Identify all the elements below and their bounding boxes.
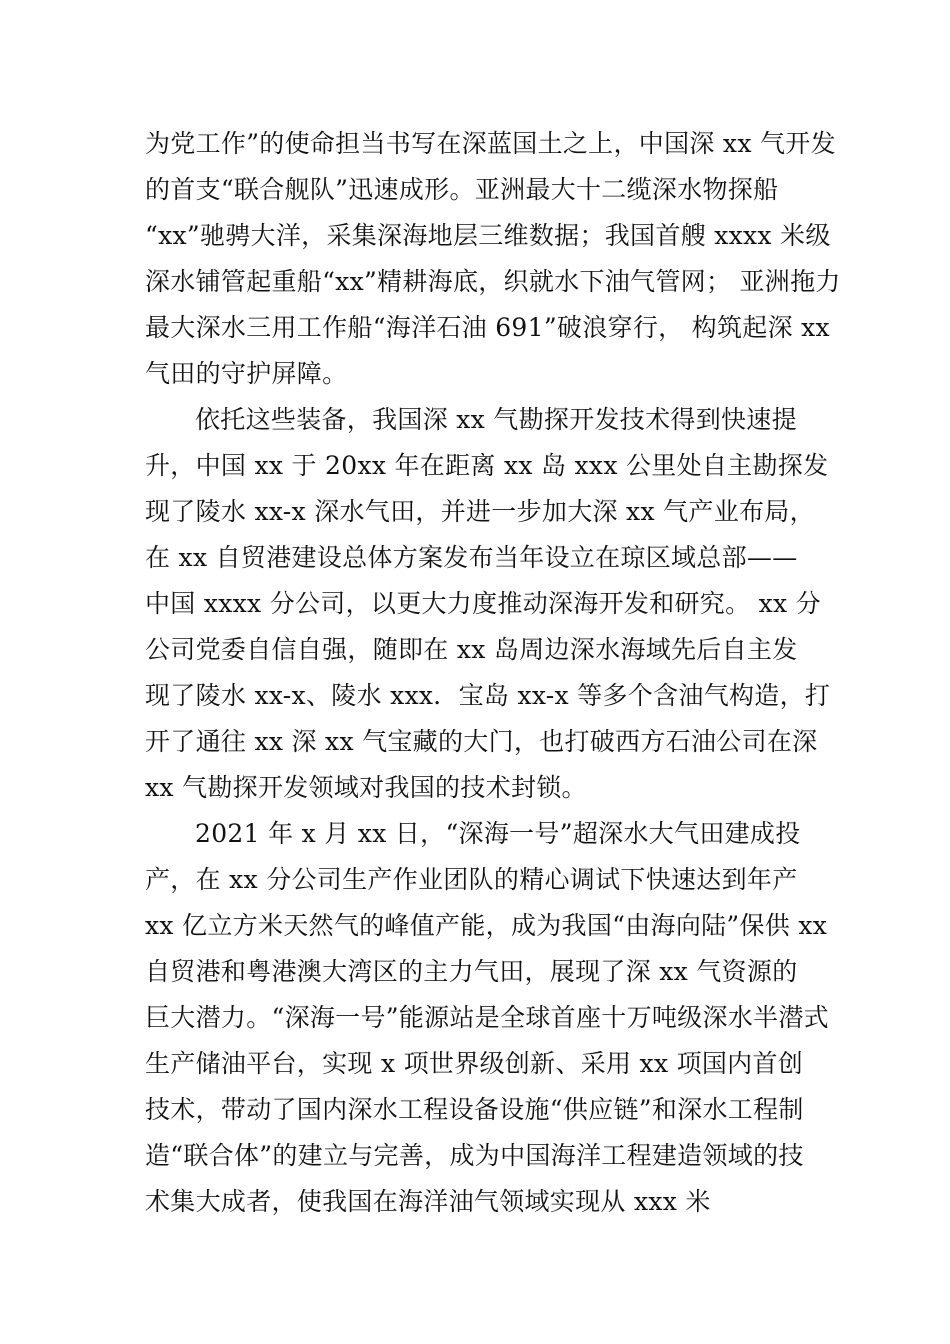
text-line: 术集大成者，使我国在海洋油气领域实现从 xxx 米 <box>145 1187 711 1216</box>
text-line: 升，中国 xx 于 20xx 年在距离 xx 岛 xxx 公里处自主勘探发 <box>145 451 829 480</box>
text-line: 为党工作”的使命担当书写在深蓝国土之上，中国深 xx 气开发 <box>145 129 836 158</box>
text-line: 现了陵水 xx-x、陵水 xxx．宝岛 xx-x 等多个含油气构造，打 <box>145 681 831 710</box>
text-line: 公司党委自信自强，随即在 xx 岛周边深水海域先后自主发 <box>145 635 798 664</box>
text-line: xx 气勘探开发领域对我国的技术封锁。 <box>145 773 587 802</box>
text-line: 生产储油平台，实现 x 项世界级创新、采用 xx 项国内首创 <box>145 1049 804 1078</box>
text-line: 技术，带动了国内深水工程设备设施“供应链”和深水工程制 <box>145 1095 804 1124</box>
text-line: 现了陵水 xx-x 深水气田，并进一步加大深 xx 气产业布局， <box>145 497 815 526</box>
text-line: 的首支“联合舰队”迅速成形。亚洲最大十二缆深水物探船 <box>145 175 779 204</box>
text-line: 深水铺管起重船“xx”精耕海底，织就水下油气管网； 亚洲拖力 <box>145 267 841 296</box>
text-line: 产，在 xx 分公司生产作业团队的精心调试下快速达到年产 <box>145 865 798 894</box>
text-line: 自贸港和粤港澳大湾区的主力气田，展现了深 xx 气资源的 <box>145 957 798 986</box>
text-line: 巨大潜力。“深海一号”能源站是全球首座十万吨级深水半潜式 <box>145 1003 829 1032</box>
text-line: 中国 xxxx 分公司，以更大力度推动深海开发和研究。 xx 分 <box>145 589 821 618</box>
text-line: xx 亿立方米天然气的峰值产能，成为我国“由海向陆”保供 xx <box>145 911 828 940</box>
text-line: 最大深水三用工作船“海洋石油 691”破浪穿行， 构筑起深 xx <box>145 313 830 342</box>
text-line: 依托这些装备，我国深 xx 气勘探开发技术得到快速提 <box>195 405 797 434</box>
text-line: 在 xx 自贸港建设总体方案发布当年设立在琼区域总部—— <box>145 543 798 572</box>
text-line: 2021 年 x 月 xx 日，“深海一号”超深水大气田建成投 <box>195 819 801 848</box>
text-line: “xx”驰骋大洋，采集深海地层三维数据；我国首艘 xxxx 米级 <box>145 221 831 250</box>
text-line: 开了通往 xx 深 xx 气宝藏的大门，也打破西方石油公司在深 <box>145 727 818 756</box>
text-line: 气田的守护屏障。 <box>145 359 348 388</box>
text-line: 造“联合体”的建立与完善，成为中国海洋工程建造领域的技 <box>145 1141 804 1170</box>
